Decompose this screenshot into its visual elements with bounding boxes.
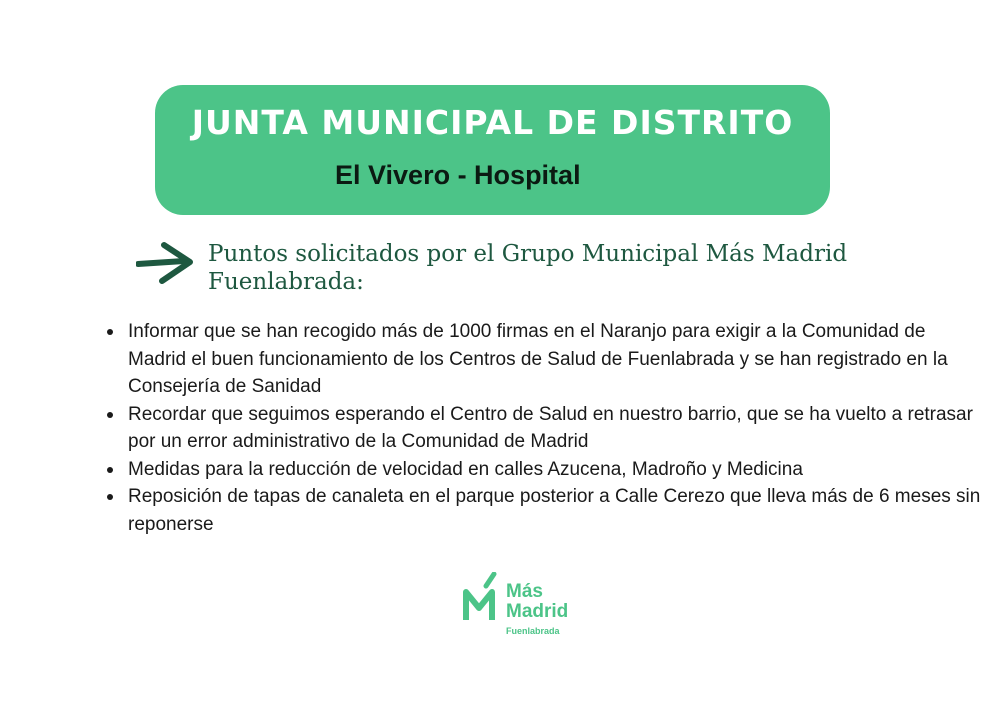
points-list [106, 318, 981, 538]
title-banner [155, 85, 830, 215]
section-heading: Puntos solicitados por el Grupo Municipal Más Madrid Fuenlabrada: [208, 241, 848, 295]
list-item: Reposición de tapas de canaleta en el parque posterior a Calle Cerezo que lleva más de 6 meses sin reponerse [106, 483, 981, 538]
mas-madrid-logo [462, 572, 582, 642]
banner-title: JUNTA MUNICIPAL DE DISTRITO [191, 103, 794, 142]
logo-text-line2: Madrid [506, 601, 569, 622]
list-item: Recordar que seguimos esperando el Centro de Salud en nuestro barrio, que se ha vuelto a retrasar por un error administrativo de la Comunidad de Madrid [106, 401, 981, 456]
arrow-right-icon [136, 241, 194, 285]
list-item: Informar que se han recogido más de 1000 firmas en el Naranjo para exigir a la Comunidad de Madrid el buen funcionamiento de los Centros de Salud de Fuenlabrada y se han registrado en la Consejería de Sanidad [106, 318, 981, 401]
logo-city: Fuenlabrada [506, 626, 560, 636]
logo-m-icon [462, 572, 502, 624]
list-item: Medidas para la reducción de velocidad en calles Azucena, Madroño y Medicina [106, 456, 981, 484]
logo-text-line1: Más [506, 581, 543, 602]
banner-subtitle: El Vivero - Hospital [335, 160, 581, 190]
